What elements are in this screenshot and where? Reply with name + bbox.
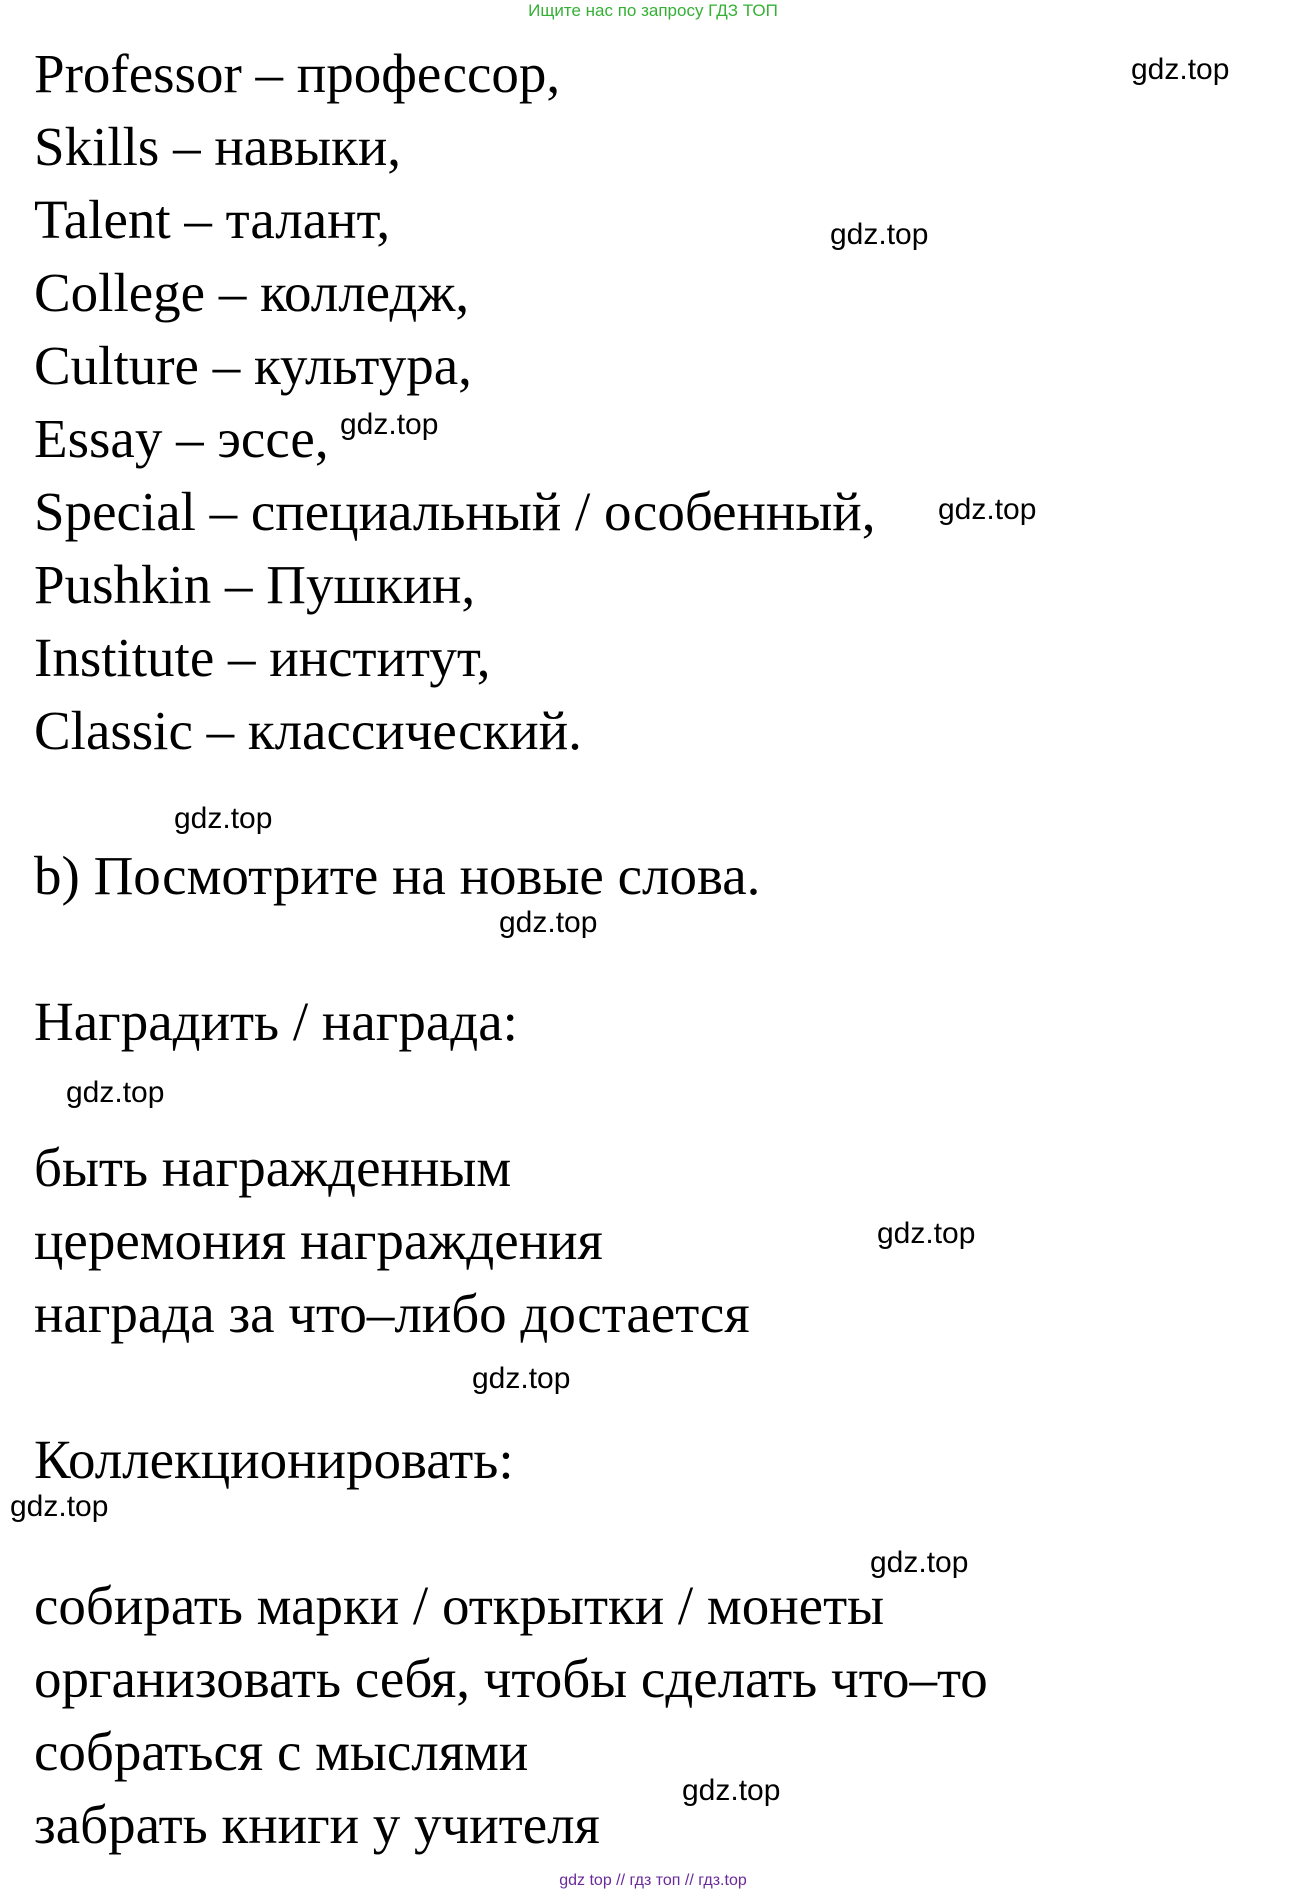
collect-item: собраться с мыслями — [34, 1721, 529, 1782]
vocab-line-professor: Professor – профессор, — [34, 43, 561, 104]
footer-part-2: гдз топ — [629, 1872, 681, 1889]
vocab-line-essay: Essay – эссе, — [34, 408, 329, 469]
section-b-heading: b) Посмотрите на новые слова. — [34, 845, 761, 906]
watermark: gdz.top — [682, 1774, 781, 1807]
collect-item: организовать себя, чтобы сделать что–то — [34, 1648, 988, 1709]
vocab-line-skills: Skills – навыки, — [34, 116, 402, 177]
vocab-line-talent: Talent – талант, — [34, 189, 391, 250]
watermark: gdz.top — [10, 1490, 109, 1523]
vocab-line-pushkin: Pushkin – Пушкин, — [34, 554, 476, 615]
top-banner: Ищите нас по запросу ГДЗ ТОП — [528, 1, 778, 20]
footer-part-1: gdz top — [559, 1872, 612, 1889]
footer-separator: // — [684, 1872, 694, 1889]
watermark: gdz.top — [1131, 53, 1230, 86]
watermark: gdz.top — [830, 218, 929, 251]
watermark: gdz.top — [938, 493, 1037, 526]
award-heading: Наградить / награда: — [34, 991, 518, 1052]
watermark: gdz.top — [340, 408, 439, 441]
award-item: церемония награждения — [34, 1210, 603, 1271]
vocab-line-culture: Culture – культура, — [34, 335, 472, 396]
footer-separator: // — [616, 1872, 626, 1889]
vocab-line-special: Special – специальный / особенный, — [34, 481, 876, 542]
vocab-line-college: College – колледж, — [34, 262, 470, 323]
watermark: gdz.top — [472, 1362, 571, 1395]
watermark: gdz.top — [499, 906, 598, 939]
footer-part-3: гдз.top — [698, 1872, 747, 1889]
watermark: gdz.top — [877, 1217, 976, 1250]
watermark: gdz.top — [174, 802, 273, 835]
vocab-line-classic: Classic – классический. — [34, 700, 582, 761]
vocab-line-institute: Institute – институт, — [34, 627, 491, 688]
collect-item: собирать марки / открытки / монеты — [34, 1575, 885, 1636]
footer — [0, 1871, 1306, 1891]
award-item: награда за что–либо достается — [34, 1283, 750, 1344]
collect-heading: Коллекционировать: — [34, 1429, 514, 1490]
watermark: gdz.top — [66, 1076, 165, 1109]
award-item: быть награжденным — [34, 1137, 512, 1198]
watermark: gdz.top — [870, 1546, 969, 1579]
collect-item: забрать книги у учителя — [34, 1794, 600, 1855]
